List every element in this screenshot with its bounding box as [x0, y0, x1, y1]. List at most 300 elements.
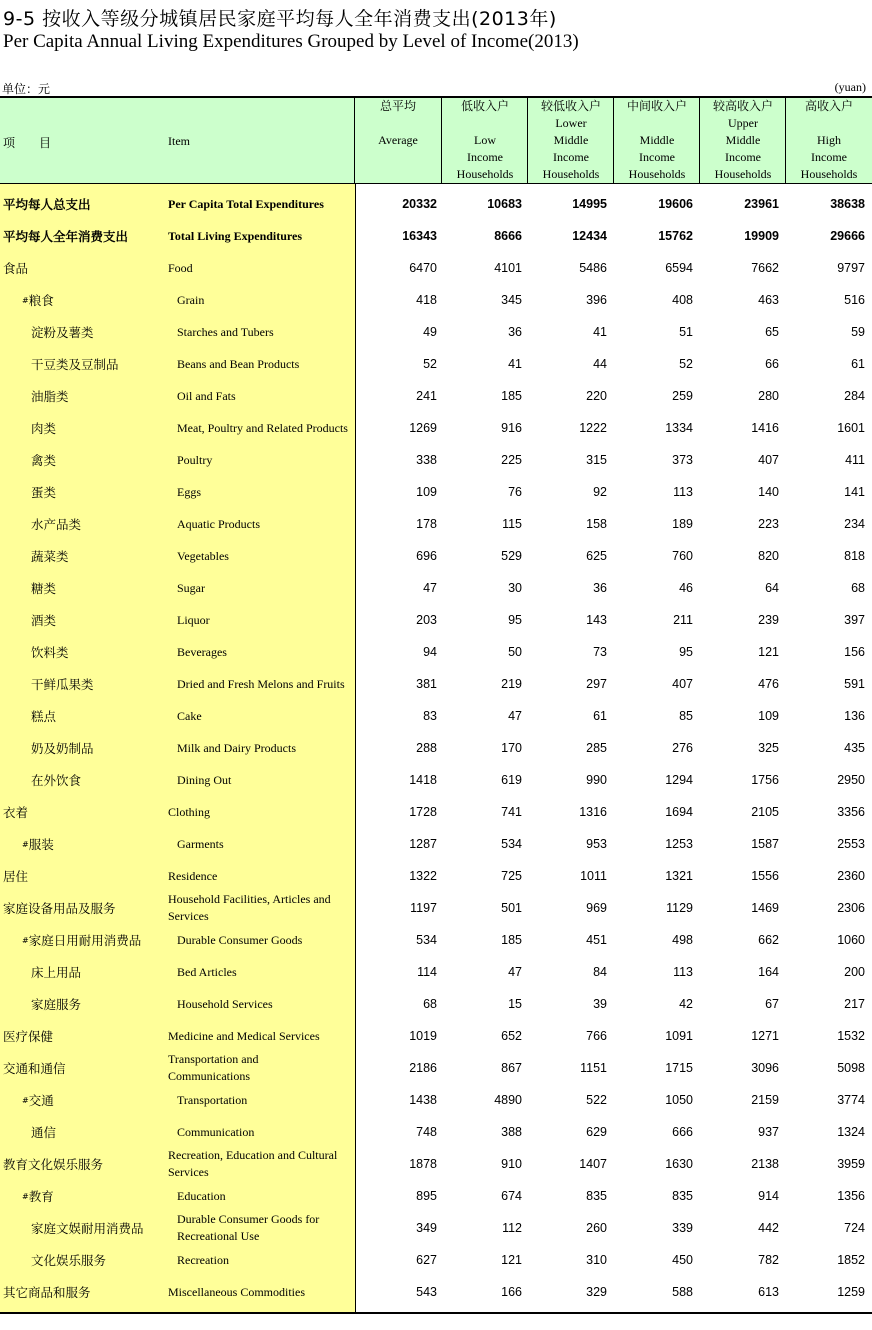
cell-value: 451 — [586, 933, 607, 947]
row-label-en: Dried and Fresh Melons and Fruits — [177, 676, 345, 691]
cell-value: 84 — [593, 965, 607, 979]
row-label-en: Eggs — [177, 484, 201, 499]
table-row — [0, 860, 872, 892]
cell-value: 85 — [679, 709, 693, 723]
row-label-cn — [3, 1148, 103, 1180]
cell-value: 652 — [501, 1029, 522, 1043]
column-header-en-line: Upper — [728, 116, 758, 130]
cell-value: 47 — [508, 709, 522, 723]
cell-value: 782 — [758, 1253, 779, 1267]
cell-value: 3774 — [837, 1093, 865, 1107]
cell-value: 94 — [423, 645, 437, 659]
cell-value: 76 — [508, 485, 522, 499]
cell-value: 1728 — [409, 805, 437, 819]
cell-value: 109 — [416, 485, 437, 499]
cell-value: 1416 — [751, 421, 779, 435]
row-label-cn-text: 饮料类 — [31, 645, 69, 660]
cell-value: 223 — [758, 517, 779, 531]
cell-value: 47 — [423, 581, 437, 595]
cell-value: 1469 — [751, 901, 779, 915]
cell-value: 914 — [758, 1189, 779, 1203]
cell-value: 3356 — [837, 805, 865, 819]
cell-value: 613 — [758, 1285, 779, 1299]
table-row — [0, 700, 872, 732]
table-row — [0, 188, 872, 220]
row-label-cn — [22, 828, 54, 860]
cell-value: 1316 — [579, 805, 607, 819]
row-label-cn-text: 平均每人全年消费支出 — [3, 229, 129, 244]
row-label-cn — [31, 636, 69, 668]
cell-value: 1197 — [410, 901, 437, 915]
cell-value: 1253 — [665, 837, 693, 851]
cell-value: 1011 — [580, 869, 607, 883]
column-header-en-line: Low — [474, 133, 496, 147]
row-label-cn-text: 淀粉及薯类 — [31, 325, 94, 340]
cell-value: 666 — [672, 1125, 693, 1139]
cell-value: 325 — [758, 741, 779, 755]
row-label-cn — [3, 220, 128, 252]
cell-value: 1630 — [665, 1157, 693, 1171]
column-header-cn: 低收入户 — [460, 99, 509, 113]
cell-value: 407 — [758, 453, 779, 467]
table-row — [0, 220, 872, 252]
row-label-cn — [3, 796, 28, 828]
table-row — [0, 1052, 872, 1084]
row-label-cn — [3, 1020, 53, 1052]
cell-value: 310 — [586, 1253, 607, 1267]
cell-value: 15 — [508, 997, 522, 1011]
cell-value: 1259 — [837, 1285, 865, 1299]
cell-value: 143 — [586, 613, 607, 627]
column-header-en-line: Households — [714, 167, 772, 181]
cell-value: 170 — [501, 741, 522, 755]
cell-value: 534 — [416, 933, 437, 947]
table-row — [0, 1212, 872, 1244]
cell-value: 6470 — [409, 261, 437, 275]
row-label-cn — [31, 316, 94, 348]
table-row — [0, 636, 872, 668]
cell-value: 1019 — [409, 1029, 437, 1043]
row-label-cn — [31, 476, 56, 508]
cell-value: 1269 — [409, 421, 437, 435]
unit-label-en: (yuan) — [834, 80, 866, 94]
column-header-en-line — [786, 115, 872, 132]
table-row — [0, 668, 872, 700]
row-label-cn-text: 干豆类及豆制品 — [31, 357, 119, 372]
row-label-cn — [3, 1276, 91, 1308]
cell-value: 627 — [416, 1253, 437, 1267]
cell-value: 220 — [586, 389, 607, 403]
cell-value: 450 — [672, 1253, 693, 1267]
row-label-en: Food — [168, 260, 193, 275]
column-header-en-line: Middle — [725, 133, 761, 147]
subitem-marker: # — [22, 1191, 29, 1201]
row-label-cn — [3, 252, 28, 284]
cell-value: 1715 — [665, 1061, 693, 1075]
column-header-en-line: Households — [800, 167, 858, 181]
cell-value: 534 — [501, 837, 522, 851]
row-label-cn — [31, 572, 56, 604]
cell-value: 516 — [844, 293, 865, 307]
column-header — [442, 98, 528, 183]
cell-value: 1151 — [580, 1061, 607, 1075]
cell-value: 442 — [758, 1221, 779, 1235]
table-title-en: Per Capita Annual Living Expenditures Grouped by Level of Income(2013) — [3, 31, 579, 52]
cell-value: 156 — [844, 645, 865, 659]
row-label-cn-text: 禽类 — [31, 453, 57, 468]
row-label-en: Oil and Fats — [177, 388, 236, 403]
table-row — [0, 956, 872, 988]
table-row — [0, 572, 872, 604]
row-label-en: Per Capita Total Expenditures — [168, 196, 324, 211]
cell-value: 158 — [586, 517, 607, 531]
cell-value: 38638 — [830, 197, 865, 211]
table-row — [0, 1020, 872, 1052]
row-label-cn-text: 交通和通信 — [3, 1061, 66, 1076]
cell-value: 339 — [672, 1221, 693, 1235]
row-label-cn-text: 通信 — [31, 1125, 57, 1140]
table-row — [0, 252, 872, 284]
column-header — [786, 98, 872, 183]
column-header-en-line: Income — [467, 150, 503, 164]
cell-value: 1324 — [837, 1125, 865, 1139]
table-row — [0, 1084, 872, 1116]
row-label-cn — [31, 444, 56, 476]
table-row — [0, 316, 872, 348]
row-label-cn-text: 床上用品 — [31, 965, 82, 980]
row-label-cn — [31, 380, 69, 412]
column-header — [355, 98, 441, 183]
cell-value: 61 — [851, 357, 865, 371]
cell-value: 625 — [586, 549, 607, 563]
cell-value: 373 — [672, 453, 693, 467]
column-header-en-line: Households — [456, 167, 514, 181]
cell-value: 835 — [672, 1189, 693, 1203]
row-label-cn-text: 在外饮食 — [31, 773, 82, 788]
row-label-cn — [31, 348, 119, 380]
cell-value: 280 — [758, 389, 779, 403]
cell-value: 276 — [672, 741, 693, 755]
cell-value: 2306 — [837, 901, 865, 915]
table-header-rule — [0, 183, 872, 184]
cell-value: 241 — [416, 389, 437, 403]
row-label-cn — [31, 1244, 106, 1276]
subitem-marker: # — [22, 839, 29, 849]
cell-value: 1532 — [837, 1029, 865, 1043]
cell-value: 818 — [844, 549, 865, 563]
cell-value: 259 — [672, 389, 693, 403]
table-row — [0, 284, 872, 316]
row-label-en: Clothing — [168, 804, 211, 819]
row-label-en: Residence — [168, 868, 218, 883]
cell-value: 234 — [844, 517, 865, 531]
cell-value: 42 — [679, 997, 693, 1011]
cell-value: 2159 — [751, 1093, 779, 1107]
row-label-en: Durable Consumer Goods — [177, 932, 303, 947]
cell-value: 2138 — [751, 1157, 779, 1171]
cell-value: 211 — [673, 613, 693, 627]
cell-value: 95 — [508, 613, 522, 627]
column-header-cn: 中间收入户 — [626, 99, 687, 113]
cell-value: 50 — [508, 645, 522, 659]
cell-value: 121 — [758, 645, 779, 659]
cell-value: 109 — [758, 709, 779, 723]
column-header-cn: 较高收入户 — [712, 99, 773, 113]
row-label-cn — [31, 1212, 144, 1244]
row-label-cn-text: 平均每人总支出 — [3, 197, 91, 212]
cell-value: 178 — [416, 517, 437, 531]
column-header-en-line: Income — [553, 150, 589, 164]
cell-value: 51 — [679, 325, 693, 339]
cell-value: 166 — [501, 1285, 522, 1299]
cell-value: 522 — [586, 1093, 607, 1107]
row-label-en: Cake — [177, 708, 202, 723]
cell-value: 1694 — [665, 805, 693, 819]
cell-value: 315 — [586, 453, 607, 467]
column-header-cn: 总平均 — [379, 99, 416, 113]
cell-value: 217 — [844, 997, 865, 1011]
row-label-cn — [22, 1084, 54, 1116]
column-header — [528, 98, 614, 183]
row-label-en: Bed Articles — [177, 964, 237, 979]
cell-value: 9797 — [837, 261, 865, 275]
cell-value: 61 — [593, 709, 607, 723]
column-header-cn: 较低收入户 — [540, 99, 601, 113]
cell-value: 3959 — [837, 1157, 865, 1171]
row-label-cn — [31, 1116, 56, 1148]
row-label-en: Communication — [177, 1124, 255, 1139]
row-label-cn-text: 其它商品和服务 — [3, 1285, 91, 1300]
cell-value: 203 — [416, 613, 437, 627]
table-row — [0, 412, 872, 444]
cell-value: 349 — [416, 1221, 437, 1235]
subitem-marker: # — [22, 295, 29, 305]
row-label-en: Sugar — [177, 580, 205, 595]
cell-value: 239 — [758, 613, 779, 627]
cell-value: 411 — [845, 453, 865, 467]
cell-value: 381 — [416, 677, 437, 691]
row-label-en: Total Living Expenditures — [168, 228, 303, 243]
cell-value: 52 — [423, 357, 437, 371]
row-label-en: Aquatic Products — [177, 516, 260, 531]
cell-value: 1601 — [837, 421, 865, 435]
cell-value: 15762 — [658, 229, 693, 243]
cell-value: 14995 — [572, 197, 607, 211]
table-row — [0, 1180, 872, 1212]
row-label-cn — [31, 956, 81, 988]
cell-value: 766 — [586, 1029, 607, 1043]
row-label-cn-text: 教育文化娱乐服务 — [3, 1157, 104, 1172]
cell-value: 895 — [416, 1189, 437, 1203]
row-label-cn — [3, 188, 91, 220]
cell-value: 1587 — [751, 837, 779, 851]
row-label-en: Transportation and Communications — [168, 1052, 259, 1083]
row-label-cn-text: 服装 — [28, 837, 54, 852]
row-label-cn — [31, 732, 94, 764]
subitem-marker: # — [22, 1095, 29, 1105]
cell-value: 1438 — [409, 1093, 437, 1107]
column-header-en-line: Lower — [555, 116, 587, 130]
row-label-cn-text: 教育 — [28, 1189, 54, 1204]
row-label-en: Dining Out — [177, 772, 232, 787]
cell-value: 95 — [679, 645, 693, 659]
cell-value: 189 — [672, 517, 693, 531]
cell-value: 724 — [844, 1221, 865, 1235]
row-label-cn — [31, 604, 56, 636]
cell-value: 284 — [844, 389, 865, 403]
row-label-cn-text: 文化娱乐服务 — [31, 1253, 107, 1268]
cell-value: 529 — [501, 549, 522, 563]
row-label-en: Recreation, Education and Cultural Services — [168, 1148, 338, 1179]
cell-value: 73 — [593, 645, 607, 659]
cell-value: 219 — [501, 677, 522, 691]
cell-value: 1878 — [409, 1157, 437, 1171]
cell-value: 288 — [416, 741, 437, 755]
row-label-cn — [31, 508, 81, 540]
cell-value: 1050 — [665, 1093, 693, 1107]
table-row — [0, 380, 872, 412]
cell-value: 629 — [586, 1125, 607, 1139]
row-label-cn-text: 家庭日用耐用消费品 — [28, 933, 142, 948]
cell-value: 29666 — [830, 229, 865, 243]
cell-value: 64 — [765, 581, 779, 595]
cell-value: 4101 — [494, 261, 522, 275]
column-header — [700, 98, 786, 183]
row-label-en: Vegetables — [177, 548, 229, 563]
cell-value: 1271 — [751, 1029, 779, 1043]
cell-value: 835 — [586, 1189, 607, 1203]
cell-value: 2186 — [409, 1061, 437, 1075]
table-row — [0, 796, 872, 828]
cell-value: 44 — [593, 357, 607, 371]
row-label-cn-text: 水产品类 — [31, 517, 82, 532]
cell-value: 39 — [593, 997, 607, 1011]
cell-value: 68 — [423, 997, 437, 1011]
row-label-en: Beverages — [177, 644, 227, 659]
table-row — [0, 604, 872, 636]
cell-value: 297 — [586, 677, 607, 691]
cell-value: 543 — [416, 1285, 437, 1299]
cell-value: 12434 — [572, 229, 607, 243]
row-label-en: Beans and Bean Products — [177, 356, 300, 371]
cell-value: 408 — [672, 293, 693, 307]
cell-value: 200 — [844, 965, 865, 979]
cell-value: 5098 — [837, 1061, 865, 1075]
row-label-en: Meat, Poultry and Related Products — [177, 420, 348, 435]
column-header-cn: 高收入户 — [804, 99, 853, 113]
cell-value: 1556 — [751, 869, 779, 883]
row-label-cn-text: 肉类 — [31, 421, 57, 436]
row-label-en: Transportation — [177, 1092, 248, 1107]
cell-value: 260 — [586, 1221, 607, 1235]
column-header-en-line — [614, 115, 700, 132]
column-header-en-line: Middle — [553, 133, 589, 147]
table-row — [0, 988, 872, 1020]
column-header-en-line: High — [817, 133, 841, 147]
row-label-cn-text: 粮食 — [28, 293, 54, 308]
cell-value: 1322 — [409, 869, 437, 883]
column-header-en-line: Income — [639, 150, 675, 164]
cell-value: 49 — [423, 325, 437, 339]
cell-value: 19606 — [658, 197, 693, 211]
cell-value: 185 — [501, 389, 522, 403]
table-title-cn: 9-5 按收入等级分城镇居民家庭平均每人全年消费支出(2013年) — [3, 8, 557, 30]
row-label-cn — [31, 668, 94, 700]
row-label-cn-text: 干鲜瓜果类 — [31, 677, 94, 692]
column-header-en-line: Income — [811, 150, 847, 164]
row-label-en: Household Facilities, Articles and Services — [168, 892, 331, 923]
cell-value: 10683 — [487, 197, 522, 211]
row-label-en: Education — [177, 1188, 226, 1203]
row-label-cn-text: 家庭设备用品及服务 — [3, 901, 116, 916]
row-label-cn — [3, 860, 28, 892]
table-bottom-rule — [0, 1312, 872, 1314]
cell-value: 345 — [501, 293, 522, 307]
cell-value: 52 — [679, 357, 693, 371]
column-header-en-line: Households — [628, 167, 686, 181]
cell-value: 2105 — [751, 805, 779, 819]
row-label-cn-text: 酒类 — [31, 613, 57, 628]
cell-value: 1756 — [751, 773, 779, 787]
cell-value: 4890 — [494, 1093, 522, 1107]
row-label-cn — [3, 892, 116, 924]
cell-value: 916 — [501, 421, 522, 435]
cell-value: 696 — [416, 549, 437, 563]
cell-value: 910 — [501, 1157, 522, 1171]
cell-value: 760 — [672, 549, 693, 563]
cell-value: 329 — [586, 1285, 607, 1299]
row-label-cn-text: 奶及奶制品 — [31, 741, 94, 756]
row-label-en: Miscellaneous Commodities — [168, 1284, 305, 1299]
table-row — [0, 540, 872, 572]
cell-value: 2553 — [837, 837, 865, 851]
cell-value: 1294 — [665, 773, 693, 787]
table-row — [0, 828, 872, 860]
row-label-cn-text: 蔬菜类 — [31, 549, 69, 564]
cell-value: 476 — [758, 677, 779, 691]
cell-value: 1222 — [579, 421, 607, 435]
row-label-en: Grain — [177, 292, 205, 307]
row-label-cn-text: 家庭服务 — [31, 997, 82, 1012]
unit-label-cn: 单位：元 — [2, 82, 51, 96]
cell-value: 463 — [758, 293, 779, 307]
row-label-cn — [31, 412, 56, 444]
cell-value: 338 — [416, 453, 437, 467]
cell-value: 397 — [844, 613, 865, 627]
row-label-cn-text: 居住 — [3, 869, 29, 884]
row-label-cn — [31, 764, 81, 796]
item-header-cn: 项 目 — [3, 136, 52, 150]
cell-value: 435 — [844, 741, 865, 755]
cell-value: 46 — [679, 581, 693, 595]
row-label-en: Liquor — [177, 612, 210, 627]
cell-value: 588 — [672, 1285, 693, 1299]
cell-value: 36 — [508, 325, 522, 339]
cell-value: 407 — [672, 677, 693, 691]
cell-value: 1091 — [665, 1029, 693, 1043]
row-label-cn — [22, 924, 141, 956]
column-header-en-line — [355, 115, 441, 132]
row-label-cn-text: 糕点 — [31, 709, 57, 724]
cell-value: 47 — [508, 965, 522, 979]
cell-value: 41 — [508, 357, 522, 371]
cell-value: 591 — [844, 677, 865, 691]
cell-value: 418 — [416, 293, 437, 307]
item-header-en: Item — [168, 134, 190, 148]
cell-value: 113 — [673, 965, 693, 979]
table-row — [0, 444, 872, 476]
row-label-cn — [3, 1052, 66, 1084]
